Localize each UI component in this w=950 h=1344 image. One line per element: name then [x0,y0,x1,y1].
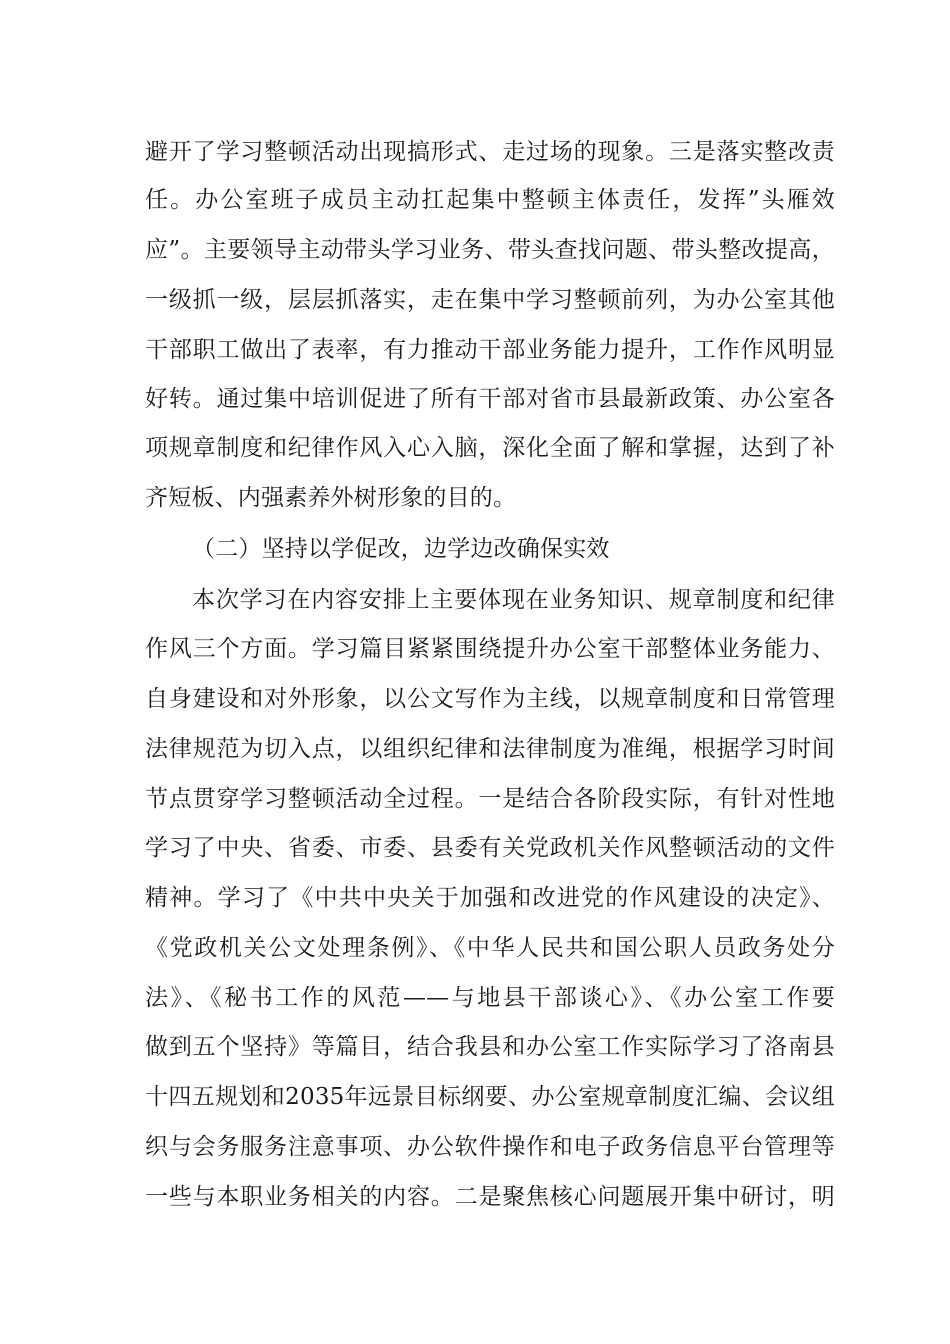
body-text-line: 齐短板、内强素养外树形象的目的。 [145,485,517,511]
body-text-line: 干部职工做出了表率，有力推动干部业务能力提升，工作作风明显 [145,337,835,363]
body-text-line: 项规章制度和纪律作风入心入脑，深化全面了解和掌握，达到了补 [145,435,835,461]
body-text-line: 一些与本职业务相关的内容。二是聚焦核心问题展开集中研讨，明 [145,1184,835,1210]
section-heading: （二）坚持以学促改，边学边改确保实效 [192,536,610,562]
body-text-line: 做到五个坚持》等篇目，结合我县和办公室工作实际学习了洛南县 [145,1034,835,1060]
body-text-line: 织与会务服务注意事项、办公软件操作和电子政务信息平台管理等 [145,1134,835,1160]
body-text-line: 法律规范为切入点，以组织纪律和法律制度为准绳，根据学习时间 [145,736,835,762]
body-text-line: 作风三个方面。学习篇目紧紧围绕提升办公室干部整体业务能力、 [145,636,835,662]
body-text-line: 自身建设和对外形象，以公文写作为主线，以规章制度和日常管理 [145,686,835,712]
body-text-line: 一级抓一级，层层抓落实，走在集中学习整顿前列，为办公室其他 [145,287,835,313]
body-text-line: 法》、《秘书工作的风范——与地县干部谈心》、《办公室工作要 [145,985,835,1011]
body-text-line: 学习了中央、省委、市委、县委有关党政机关作风整顿活动的文件 [145,835,835,861]
body-text-line: 避开了学习整顿活动出现搞形式、走过场的现象。三是落实整改责 [145,139,835,165]
body-text-line: 十四五规划和2035年远景目标纲要、办公室规章制度汇编、会议组 [145,1084,835,1110]
body-text-line: 精神。学习了《中共中央关于加强和改进党的作风建设的决定》、 [145,885,835,911]
body-text-line: 节点贯穿学习整顿活动全过程。一是结合各阶段实际，有针对性地 [145,786,835,812]
body-text-line: 好转。通过集中培训促进了所有干部对省市县最新政策、办公室各 [145,386,835,412]
body-text-line: 《党政机关公文处理条例》、《中华人民共和国公职人员政务处分 [145,935,835,961]
body-text-line: 任。办公室班子成员主动扛起集中整顿主体责任，发挥”头雁效 [145,187,835,213]
body-text-line: 应”。主要领导主动带头学习业务、带头查找问题、带头整改提高， [145,237,835,263]
paragraph-first-line: 本次学习在内容安排上主要体现在业务知识、规章制度和纪律 [192,587,835,613]
